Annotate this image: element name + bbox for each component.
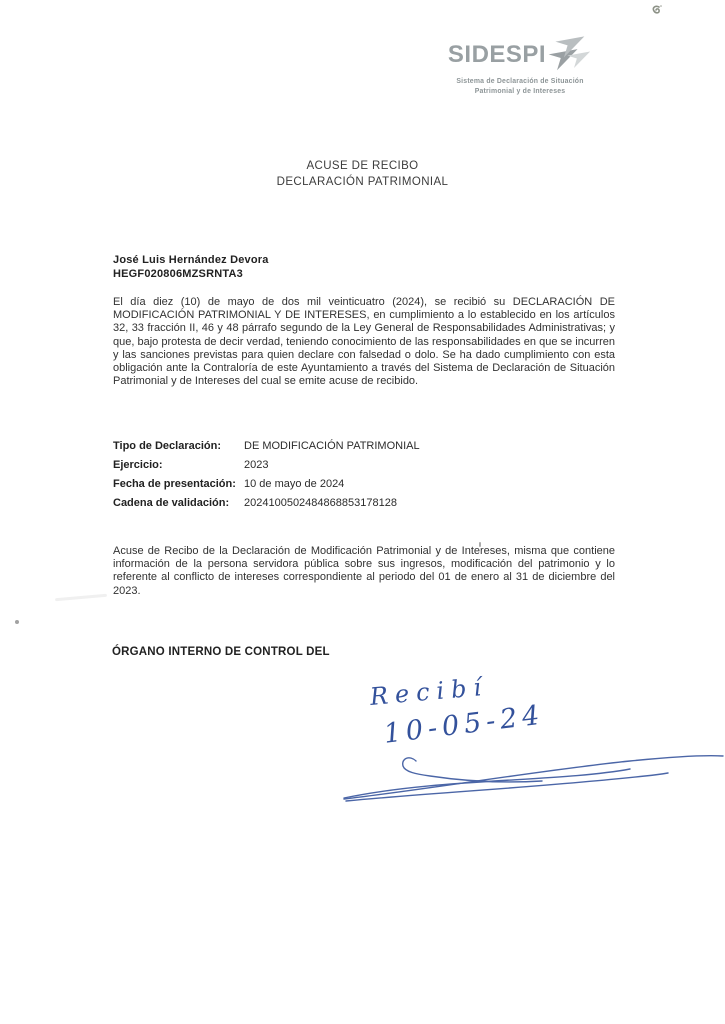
body-paragraph-1: El día diez (10) de mayo de dos mil veinticuatro (2024), se recibió su DECLARACIÓN DE MODIFICACIÓN PATRIMONIAL Y DE INTERESES, en cumplimiento a lo establecido en los artículos 32, 33 fracción II, 46 y 48 párrafo segundo de la Ley General de Responsabilidades Administrativas; y que, bajo protesta de decir verdad, teniendo conocimiento de las responsabilidades en que se incurren y las sanciones previstas para quien declare con falsedad o dolo. Se ha dado cumplimiento con esta obligación ante la Contraloría de este Ayuntamiento a través del Sistema de Declaración de Situación Patrimonial y de Intereses del cual se emite acuse de recibido. [113, 296, 615, 388]
scan-artifact-smudge [55, 594, 107, 602]
body-paragraph-2: Acuse de Recibo de la Declaración de Modificación Patrimonial y de Intereses, misma que contiene información de la persona servidora pública sobre sus ingresos, modificación del patrimonio y lo referente al conflicto de intereses correspondiente al periodo del 01 de enero al 31 de diciembre del 2023. [113, 545, 615, 597]
organ-control-line: ÓRGANO INTERNO DE CONTROL DEL [112, 646, 330, 658]
handwritten-date: 10-05-24 [382, 699, 547, 750]
detail-value-tipo: DE MODIFICACIÓN PATRIMONIAL [244, 440, 420, 452]
document-title [0, 159, 725, 190]
logo-subtitle-line1: Sistema de Declaración de Situación [456, 78, 584, 85]
detail-label-fecha: Fecha de presentación: [113, 478, 236, 490]
title-line-1: ACUSE DE RECIBO [306, 160, 419, 172]
declarant-curp: HEGF020806MZSRNTA3 [113, 267, 243, 280]
declarant-name: José Luis Hernández Devora [113, 254, 269, 266]
sidespi-logo [432, 34, 608, 96]
detail-value-cadena: 2024100502484868853178128 [244, 497, 397, 509]
handwritten-recibi-note: Recibí [368, 672, 490, 711]
declarant-block [113, 254, 269, 281]
scan-artifact-mark [649, 3, 665, 19]
detail-label-ejercicio: Ejercicio: [113, 459, 163, 471]
detail-row-cadena [113, 494, 420, 513]
title-line-2: DECLARACIÓN PATRIMONIAL [276, 175, 449, 188]
detail-row-ejercicio [113, 456, 420, 475]
detail-value-ejercicio: 2023 [244, 459, 269, 471]
declaration-details-table [113, 437, 420, 513]
logo-wordmark: SIDESPI [447, 41, 547, 68]
logo-arrow-icon [548, 28, 592, 76]
logo-subtitle-line2: Patrimonial y de Intereses [474, 88, 566, 95]
signature-stroke [330, 742, 725, 814]
detail-value-fecha: 10 de mayo de 2024 [244, 478, 345, 490]
detail-row-fecha [113, 475, 420, 494]
detail-label-tipo: Tipo de Declaración: [113, 440, 221, 452]
scan-artifact-dot [15, 620, 19, 624]
detail-row-tipo [113, 437, 420, 456]
detail-label-cadena: Cadena de validación: [113, 497, 230, 509]
